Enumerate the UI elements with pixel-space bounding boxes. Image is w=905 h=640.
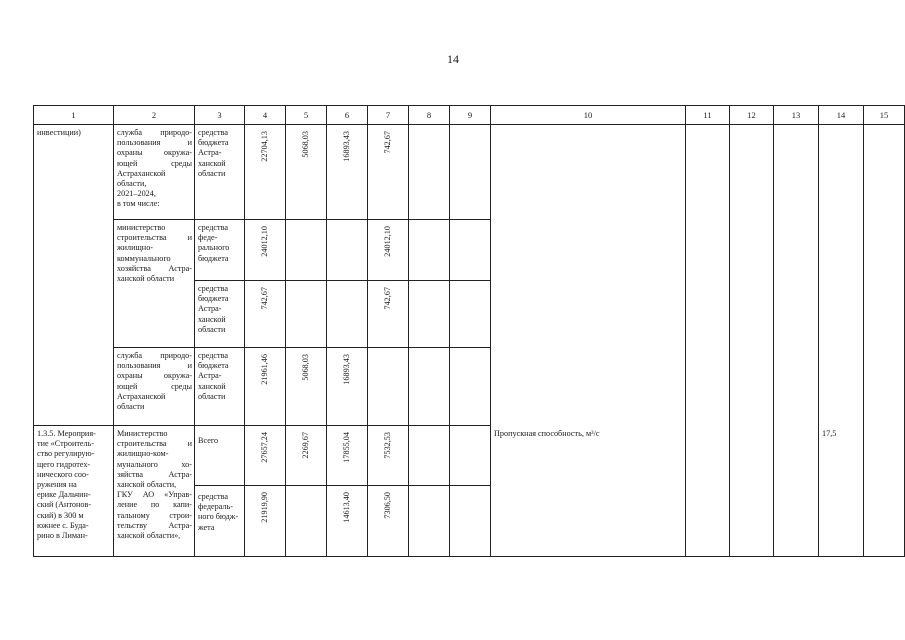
executor-line: Астраханской xyxy=(117,391,166,401)
empty-cell xyxy=(864,125,905,426)
amount-value: 742,67 xyxy=(382,287,392,310)
empty-cell xyxy=(774,426,819,557)
amount-2021-cell xyxy=(286,125,327,220)
activity-line: ерике Дальчин- xyxy=(37,490,91,500)
empty-cell xyxy=(450,281,491,348)
source-line: рального xyxy=(198,243,230,253)
empty-cell xyxy=(450,426,491,486)
source-line: ханской xyxy=(198,314,226,324)
executor-line: ление по капи- xyxy=(117,500,192,510)
amount-2024-cell xyxy=(409,426,450,486)
header-cell: 11 xyxy=(686,106,730,125)
table-row xyxy=(34,426,905,486)
header-cell: 12 xyxy=(730,106,774,125)
executor-line: пользования и xyxy=(117,361,192,371)
amount-2024-cell xyxy=(409,486,450,557)
empty-cell xyxy=(450,220,491,281)
source-line: средства xyxy=(198,492,229,501)
activity-line: нического соо- xyxy=(37,469,89,479)
page-number: 14 xyxy=(447,52,459,66)
empty-cell xyxy=(450,486,491,557)
header-cell: 6 xyxy=(327,106,368,125)
activity-line: рино в Лиман- xyxy=(37,531,88,541)
amount-value: 24012,10 xyxy=(259,226,269,257)
source-line: средства xyxy=(198,351,229,360)
amount-value: 5068,03 xyxy=(300,131,310,158)
source-line: области xyxy=(198,324,226,334)
source-cell xyxy=(195,348,245,426)
empty-cell xyxy=(819,125,864,426)
activity-line: ружения на xyxy=(37,480,77,490)
empty-cell xyxy=(686,125,730,426)
executor-line: ханской области», xyxy=(117,531,181,541)
source-line: феде- xyxy=(198,233,218,243)
amount-2022-cell xyxy=(327,486,368,557)
amount-2023-cell xyxy=(368,281,409,348)
executor-cell xyxy=(114,426,195,557)
empty-cell xyxy=(864,426,905,557)
amount-value: 7306,50 xyxy=(382,492,392,519)
executor-cell xyxy=(114,125,195,220)
empty-cell xyxy=(450,348,491,426)
source-line: ханской xyxy=(198,381,226,391)
source-line: жета xyxy=(198,522,215,532)
source-line: бюджета xyxy=(198,294,229,304)
source-line: области xyxy=(198,168,226,178)
executor-line: тельству Астра- xyxy=(117,520,192,530)
source-line: Всего xyxy=(198,436,219,445)
indicator-cell xyxy=(491,125,686,426)
activity-text: инвестиции) xyxy=(37,128,81,137)
activity-line: ский) в 300 м xyxy=(37,510,84,520)
header-cell: 10 xyxy=(491,106,686,125)
source-cell xyxy=(195,486,245,557)
amount-2021-cell xyxy=(286,281,327,348)
table-row xyxy=(34,125,905,220)
executor-line: министерство xyxy=(117,223,166,232)
executor-line: служба природо- xyxy=(117,351,192,360)
amount-value: 21919,90 xyxy=(259,492,269,523)
amount-total-cell xyxy=(245,125,286,220)
executor-line: хозяйства Астра- xyxy=(117,263,192,273)
amount-value: 22704,13 xyxy=(259,131,269,162)
source-line: бюджета xyxy=(198,253,229,263)
header-cell: 5 xyxy=(286,106,327,125)
header-cell: 9 xyxy=(450,106,491,125)
amount-value: 21961,46 xyxy=(259,354,269,385)
activity-line: 1.3.5. Мероприя- xyxy=(37,429,96,438)
executor-line: охраны окружа- xyxy=(117,371,192,381)
executor-line: в том числе: xyxy=(117,199,160,209)
source-cell xyxy=(195,125,245,220)
source-line: ного бюдж- xyxy=(198,512,239,522)
activity-line: ский (Антонов- xyxy=(37,500,92,510)
amount-total-cell xyxy=(245,486,286,557)
source-line: Астра- xyxy=(198,371,222,381)
header-cell: 2 xyxy=(114,106,195,125)
amount-2021-cell xyxy=(286,220,327,281)
amount-value: 742,67 xyxy=(259,287,269,310)
amount-value: 2269,67 xyxy=(300,432,310,459)
amount-2023-cell xyxy=(368,348,409,426)
activity-line: щего гидротех- xyxy=(37,459,91,469)
amount-total-cell xyxy=(245,348,286,426)
empty-cell xyxy=(730,426,774,557)
header-cell: 4 xyxy=(245,106,286,125)
executor-line: коммунального xyxy=(117,253,171,263)
activity-line: южнее с. Буда- xyxy=(37,520,89,530)
empty-cell xyxy=(730,125,774,426)
amount-2023-cell xyxy=(368,125,409,220)
source-line: бюджета xyxy=(198,138,229,148)
source-line: ханской xyxy=(198,158,226,168)
executor-line: ханской области, xyxy=(117,480,177,490)
amount-2023-cell xyxy=(368,486,409,557)
source-cell xyxy=(195,220,245,281)
executor-line: ханской области xyxy=(117,274,175,284)
amount-2021-cell xyxy=(286,486,327,557)
header-cell: 13 xyxy=(774,106,819,125)
amount-2022-cell xyxy=(327,348,368,426)
executor-line: ГКУ АО «Управ- xyxy=(117,490,192,500)
amount-2023-cell xyxy=(368,220,409,281)
executor-line: строительства и xyxy=(117,233,192,243)
executor-line: Министерство xyxy=(117,429,168,438)
amount-value: 16893,43 xyxy=(341,131,351,162)
amount-2024-cell xyxy=(409,220,450,281)
indicator-cell xyxy=(491,426,686,557)
empty-cell xyxy=(774,125,819,426)
executor-cell xyxy=(114,220,195,348)
header-cell: 14 xyxy=(819,106,864,125)
amount-value: 7532,53 xyxy=(382,432,392,459)
source-line: Астра- xyxy=(198,304,222,314)
executor-line: жилищно-ком- xyxy=(117,449,169,459)
financing-table xyxy=(33,105,905,557)
executor-line: Астраханской xyxy=(117,168,166,178)
amount-2022-cell xyxy=(327,125,368,220)
amount-2022-cell xyxy=(327,281,368,348)
activity-cell xyxy=(34,426,114,557)
amount-2024-cell xyxy=(409,348,450,426)
source-cell xyxy=(195,281,245,348)
activity-line: ство регулирую- xyxy=(37,449,95,459)
executor-line: мунального хо- xyxy=(117,459,192,469)
amount-total-cell xyxy=(245,281,286,348)
amount-2024-cell xyxy=(409,125,450,220)
executor-line: ющей среды xyxy=(117,158,192,168)
executor-line: тальному строи- xyxy=(117,510,192,520)
amount-value: 16893,43 xyxy=(341,354,351,385)
header-cell: 15 xyxy=(864,106,905,125)
executor-line: служба природо- xyxy=(117,128,192,137)
executor-cell xyxy=(114,348,195,426)
amount-value: 5068,03 xyxy=(300,354,310,381)
header-cell: 3 xyxy=(195,106,245,125)
executor-line: строительства и xyxy=(117,439,192,449)
source-line: Астра- xyxy=(198,148,222,158)
source-line: средства xyxy=(198,284,229,293)
header-row xyxy=(34,106,905,125)
target-value-cell xyxy=(819,426,864,557)
amount-2022-cell xyxy=(327,426,368,486)
empty-cell xyxy=(450,125,491,220)
amount-total-cell xyxy=(245,426,286,486)
source-line: области xyxy=(198,391,226,401)
activity-line: тие «Строитель- xyxy=(37,439,95,449)
amount-2024-cell xyxy=(409,281,450,348)
amount-value: 24012,10 xyxy=(382,226,392,257)
executor-line: пользования и xyxy=(117,138,192,148)
amount-2021-cell xyxy=(286,348,327,426)
amount-value: 742,67 xyxy=(382,131,392,154)
amount-value: 14613,40 xyxy=(341,492,351,523)
amount-2021-cell xyxy=(286,426,327,486)
amount-2022-cell xyxy=(327,220,368,281)
indicator-text: Пропускная способность, м³/с xyxy=(494,429,600,438)
executor-line: жилищно- xyxy=(117,243,154,253)
executor-line: области xyxy=(117,402,145,412)
amount-2023-cell xyxy=(368,426,409,486)
amount-value: 27657,24 xyxy=(259,432,269,463)
source-line: средства xyxy=(198,128,229,137)
executor-line: области, xyxy=(117,179,147,189)
executor-line: зяйства Астра- xyxy=(117,469,192,479)
header-cell: 8 xyxy=(409,106,450,125)
header-cell: 1 xyxy=(34,106,114,125)
executor-line: охраны окружа- xyxy=(117,148,192,158)
source-line: средства xyxy=(198,223,229,232)
executor-line: ющей среды xyxy=(117,381,192,391)
activity-cell xyxy=(34,125,114,426)
target-value: 17,5 xyxy=(822,429,837,438)
source-cell xyxy=(195,426,245,486)
header-cell: 7 xyxy=(368,106,409,125)
executor-line: 2021–2024, xyxy=(117,189,156,199)
amount-value: 17855,04 xyxy=(341,432,351,463)
source-line: бюджета xyxy=(198,361,229,371)
amount-total-cell xyxy=(245,220,286,281)
source-line: федераль- xyxy=(198,502,233,512)
empty-cell xyxy=(686,426,730,557)
